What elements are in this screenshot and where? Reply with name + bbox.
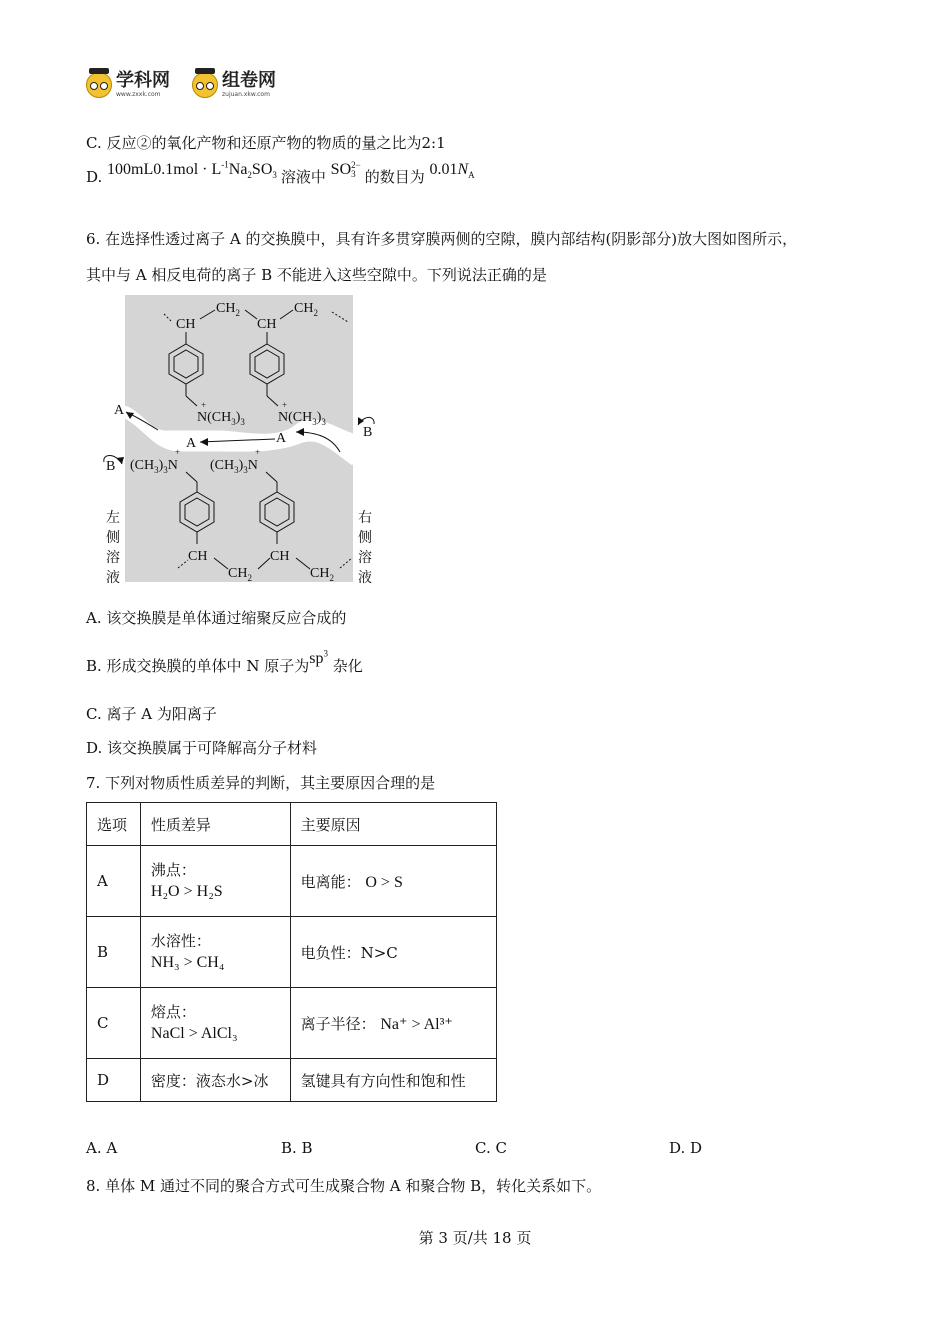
ch-label: CH [270,549,290,564]
svg-text:溶: 溶 [358,551,372,566]
q7-table [86,802,497,1102]
mascot-icon [86,72,112,98]
salt-so: SO [251,161,273,178]
sp-exponent: 3 [323,648,328,659]
logo-zujuanwang [192,72,276,98]
membrane-structure-diagram [100,292,390,588]
q6-option-b [86,648,363,676]
svg-text:左: 左 [106,511,120,526]
right-solution-label [358,510,372,586]
q8-stem: 8. 单体 M 通过不同的聚合方式可生成聚合物 A 和聚合物 B，转化关系如下。 [86,1177,602,1195]
svg-text:液: 液 [106,571,120,586]
ch-label: CH [257,317,277,332]
q6-option-a: A. 该交换膜是单体通过缩聚反应合成的 [86,609,347,627]
left-solution-label [106,510,120,586]
table-row [87,846,497,917]
option-text: B. 形成交换膜的单体中 N 原子为 [86,657,310,675]
mid-text: 溶液中 [280,168,326,186]
q6-option-d: D. 该交换膜属于可降解高分子材料 [86,739,318,757]
option-text: 杂化 [332,657,363,675]
row-reason: 电负性：N>C [290,917,496,988]
amine-group: $N(CH_3)_3$ [278,410,326,427]
ion-a-label: A [186,436,197,451]
svg-text:侧: 侧 [106,531,120,546]
row-option: C [87,988,141,1059]
ion-b-label: B [363,425,373,440]
ion-sub: 3 [351,169,356,180]
row-option: B [87,917,141,988]
logo-name: 组卷网 [222,70,276,91]
sp-text: sp [309,650,324,667]
row-property: 沸点： H₂O > H₂S [140,846,290,917]
table-header: 选项 [87,803,141,846]
q7-answer-d: D. D [669,1139,703,1157]
logo-name: 学科网 [116,70,170,91]
svg-text:侧: 侧 [358,531,372,546]
salt-na: Na [228,161,248,178]
exponent: -1 [221,159,229,170]
q6-option-c: C. 离子 A 为阳离子 [86,705,217,723]
q5-option-c: C. 反应②的氧化产物和还原产物的物质的量之比为2:1 [86,134,446,152]
q6-stem-line1: 6. 在选择性透过离子 A 的交换膜中，具有许多贯穿膜两侧的空隙，膜内部结构(阴影部分)放大图如图所示， [86,230,798,248]
ch-label: CH [176,317,196,332]
amine-group-left: $(CH_3)_3N$ [130,458,178,475]
row-reason: 电离能： O > S [290,846,496,917]
ch2-label: $CH_2$ [294,301,318,318]
value-text: 0.01 [429,161,458,178]
ion-a-label: A [114,403,125,418]
ion-text: SO [330,161,352,178]
svg-text:液: 液 [358,571,372,586]
row-option: D [87,1059,141,1102]
table-row [87,988,497,1059]
row-option: A [87,846,141,917]
table-header: 主要原因 [290,803,496,846]
ion-charge: 2− [351,160,361,171]
avogadro-sub: A [468,170,475,181]
plus-charge: + [201,400,207,410]
plus-charge: + [282,400,288,410]
table-row [87,1059,497,1102]
amine-group: $N(CH_3)_3$ [197,410,245,427]
row-reason: 离子半径： Na⁺ > Al³⁺ [290,988,496,1059]
plus-charge: + [255,447,261,457]
row-reason: 氢键具有方向性和饱和性 [290,1059,496,1102]
page-number: 第 3 页/共 18 页 [418,1229,532,1247]
suffix-text: 的数目为 [364,168,425,186]
mascot-icon [192,72,218,98]
option-letter: D. [86,168,103,186]
q5-option-d: D. $100mL0.1mol \cdot L^{-1}Na_2SO_3$ 溶液中 SO 2− 3 的数目为 $0.01N_A$ [86,159,475,186]
q7-answer-c: C. C [475,1139,507,1157]
svg-text:溶: 溶 [106,551,120,566]
table-header: 性质差异 [140,803,290,846]
ch2-label: $CH_2$ [228,566,252,583]
row-property: 密度：液态水>冰 [140,1059,290,1102]
q6-stem-line2: 其中与 A 相反电荷的离子 B 不能进入这些空隙中。下列说法正确的是 [86,266,547,284]
ch2-label: $CH_2$ [216,301,240,318]
logo-url: www.zxxk.com [116,91,161,98]
ion-b-label: B [106,459,116,474]
row-property: 水溶性： NH₃ > CH₄ [140,917,290,988]
amine-group-left: $(CH_3)_3N$ [210,458,258,475]
logo-url: zujuan.xkw.com [222,91,270,98]
ch2-label: $CH_2$ [310,566,334,583]
table-header-row [87,803,497,846]
svg-text:右: 右 [358,511,372,526]
logo-xuekewang [86,72,170,98]
ion-a-label: A [276,431,287,446]
q7-stem: 7. 下列对物质性质差异的判断，其主要原因合理的是 [86,774,436,792]
amount-text: 100mL0.1mol · L [107,161,222,178]
plus-charge: + [175,447,181,457]
avogadro-symbol: N [457,161,469,178]
table-row [87,917,497,988]
ch-label: CH [188,549,208,564]
q7-answer-a: A. A [86,1139,118,1157]
row-property: 熔点： NaCl > AlCl₃ [140,988,290,1059]
q7-answer-b: B. B [281,1139,313,1157]
